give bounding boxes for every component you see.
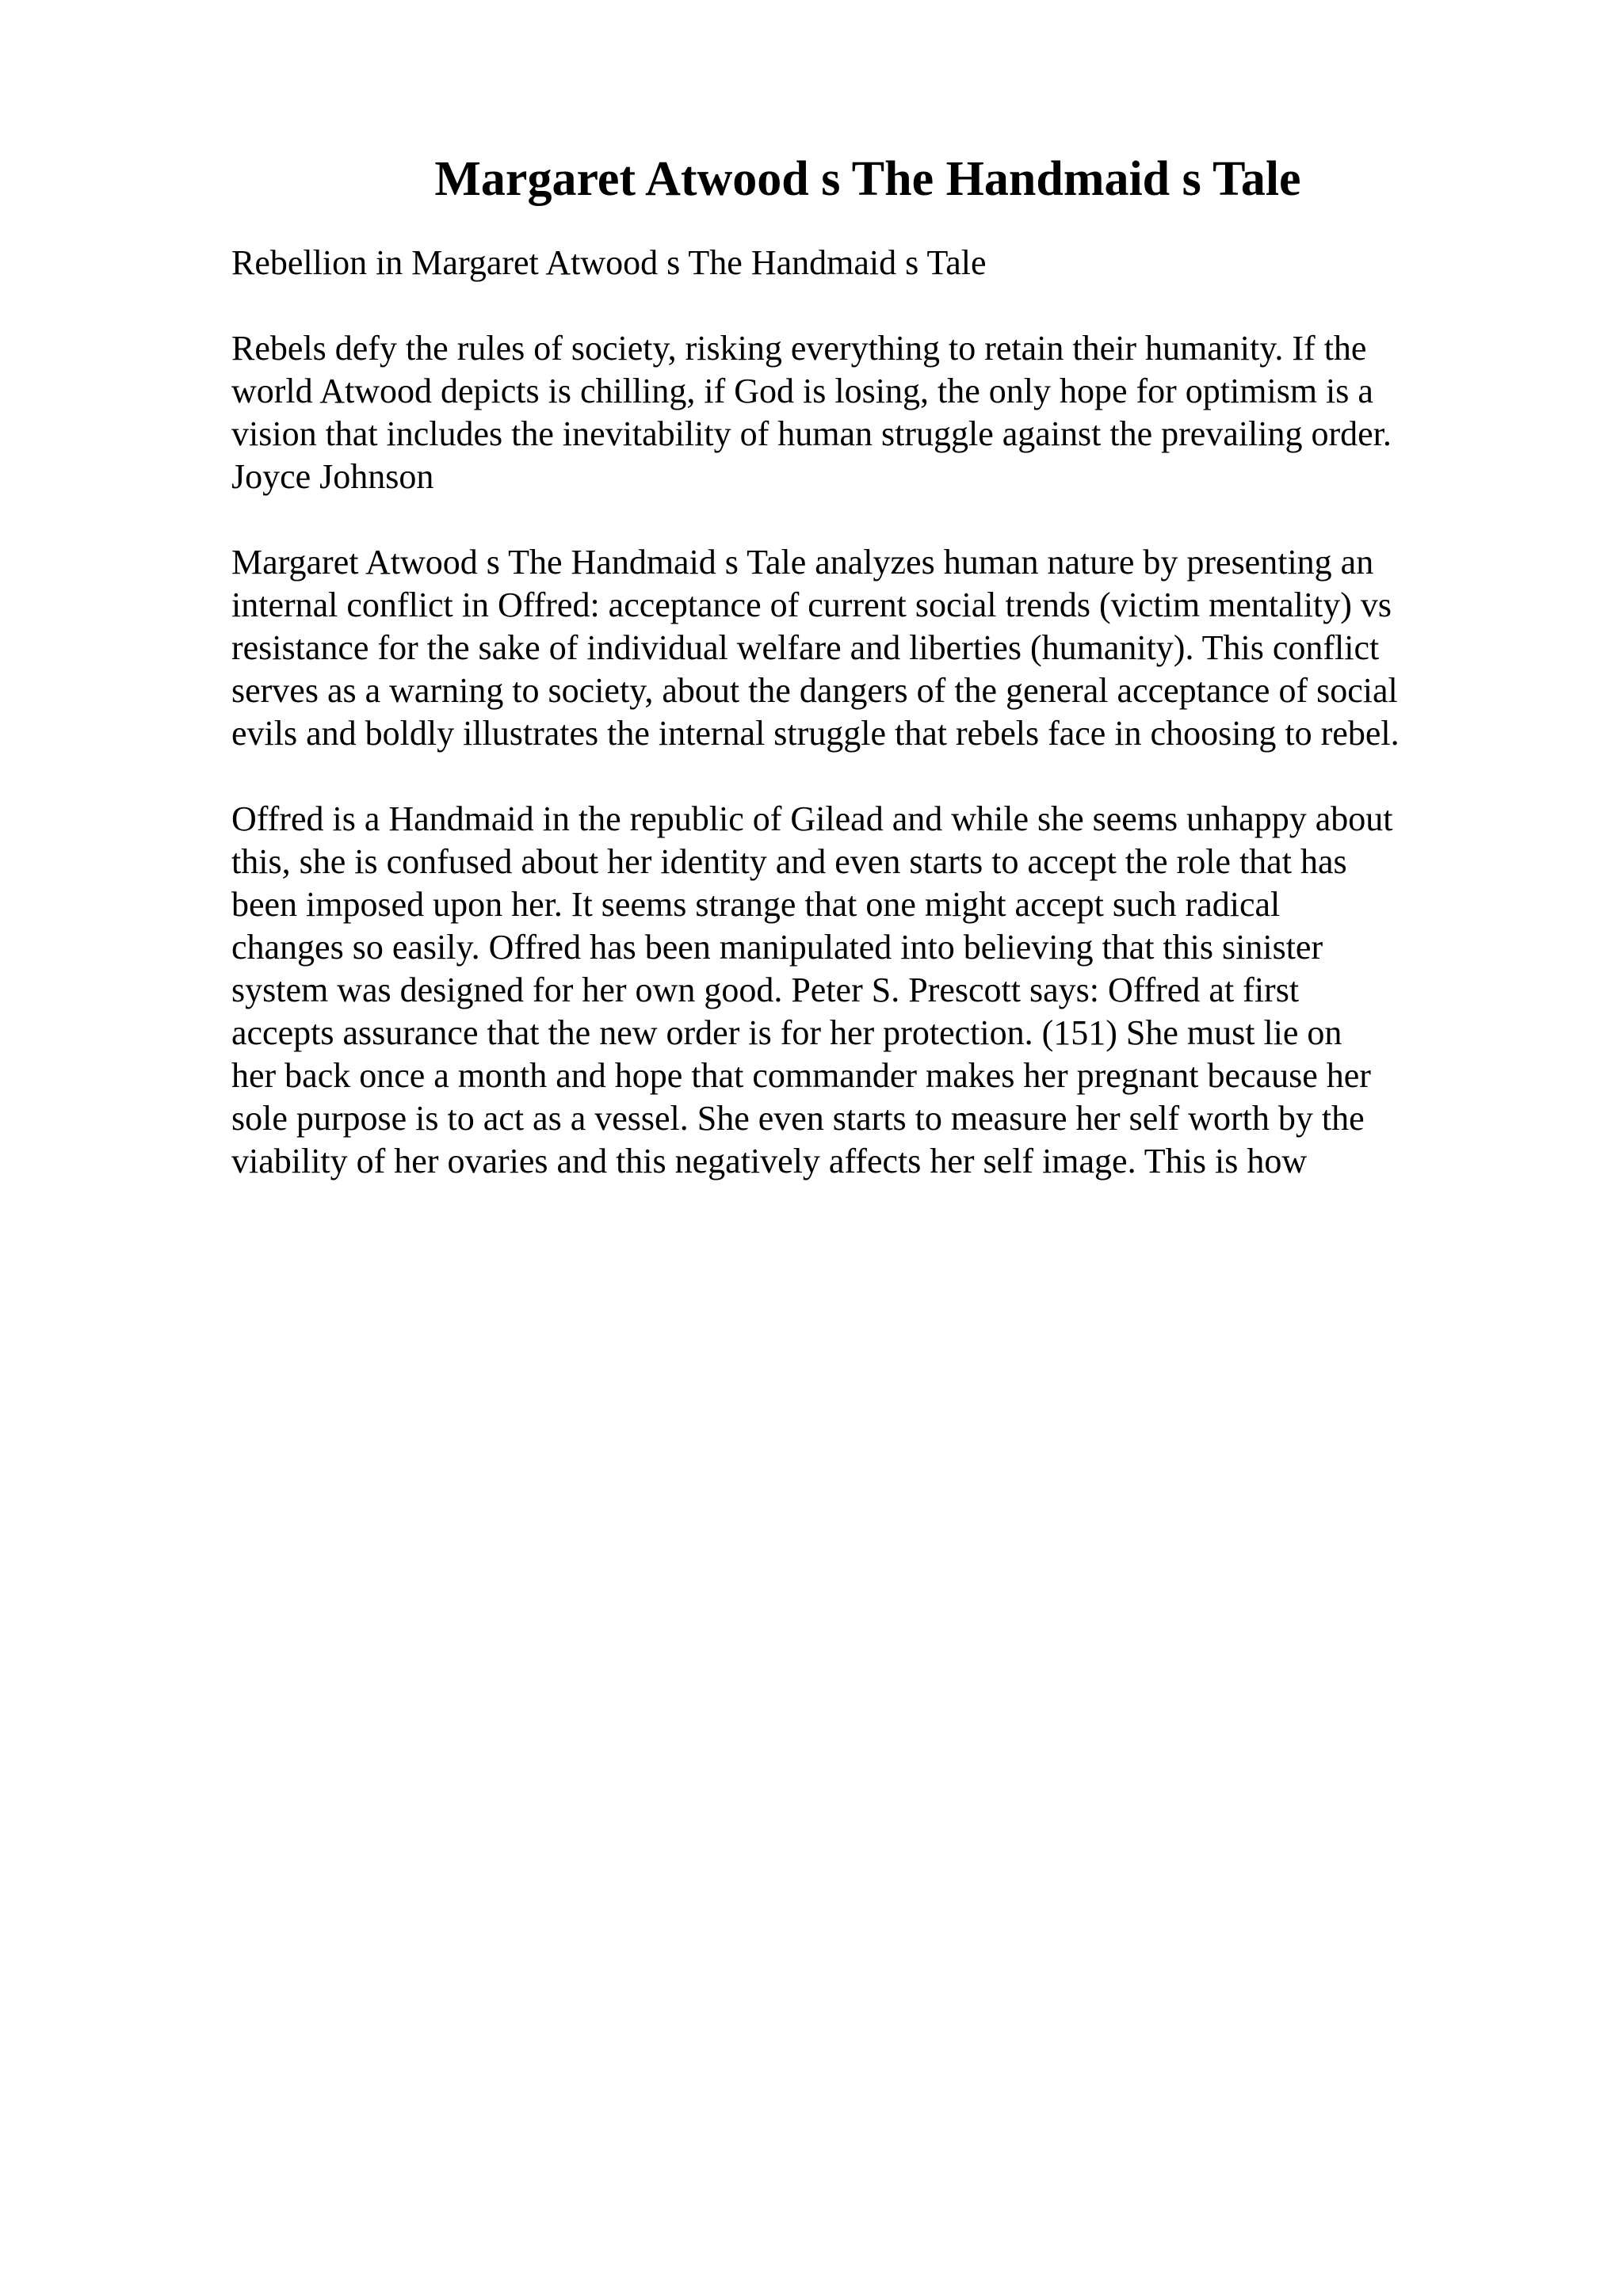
paragraph-line: sole purpose is to act as a vessel. She even starts to measure her self worth by the [231, 1099, 1365, 1138]
document-body [231, 242, 1515, 1183]
paragraph-line: internal conflict in Offred: acceptance of current social trends (victim mentality) vs [231, 585, 1392, 624]
paragraph-line: serves as a warning to society, about the dangers of the general acceptance of social [231, 671, 1398, 710]
paragraph-line: changes so easily. Offred has been manipulated into believing that this sinister [231, 928, 1323, 967]
paragraph-line: vision that includes the inevitability of human struggle against the prevailing order. [231, 414, 1392, 453]
paragraph-line: resistance for the sake of individual welfare and liberties (humanity). This conflict [231, 628, 1380, 667]
paragraph-line: Rebels defy the rules of society, risking everything to retain their humanity. If the [231, 329, 1367, 368]
paragraph-thesis [231, 541, 1515, 755]
paragraph-line: her back once a month and hope that commander makes her pregnant because her [231, 1056, 1371, 1095]
paragraph-line: evils and boldly illustrates the internal struggle that rebels face in choosing to rebel. [231, 714, 1400, 753]
paragraph-line: been imposed upon her. It seems strange that one might accept such radical [231, 885, 1281, 924]
paragraph-line: Margaret Atwood s The Handmaid s Tale analyzes human nature by presenting an [231, 543, 1374, 582]
paragraph-line: system was designed for her own good. Peter S. Prescott says: Offred at first [231, 971, 1300, 1009]
paragraph-line: accepts assurance that the new order is for her protection. (151) She must lie on [231, 1013, 1342, 1052]
paragraph-line: viability of her ovaries and this negatively affects her self image. This is how [231, 1142, 1308, 1180]
paragraph-line: Offred is a Handmaid in the republic of Gilead and while she seems unhappy about [231, 799, 1393, 838]
paragraph-line: this, she is confused about her identity and even starts to accept the role that has [231, 842, 1347, 881]
paragraph-line: Joyce Johnson [231, 457, 434, 496]
paragraph-body [231, 798, 1515, 1183]
document-subtitle: Rebellion in Margaret Atwood s The Handmaid s Tale [231, 243, 987, 282]
document-title: Margaret Atwood s The Handmaid s Tale [434, 152, 1301, 206]
paragraph-line: world Atwood depicts is chilling, if God is losing, the only hope for optimism is a [231, 372, 1373, 410]
paragraph-epigraph [231, 327, 1515, 498]
